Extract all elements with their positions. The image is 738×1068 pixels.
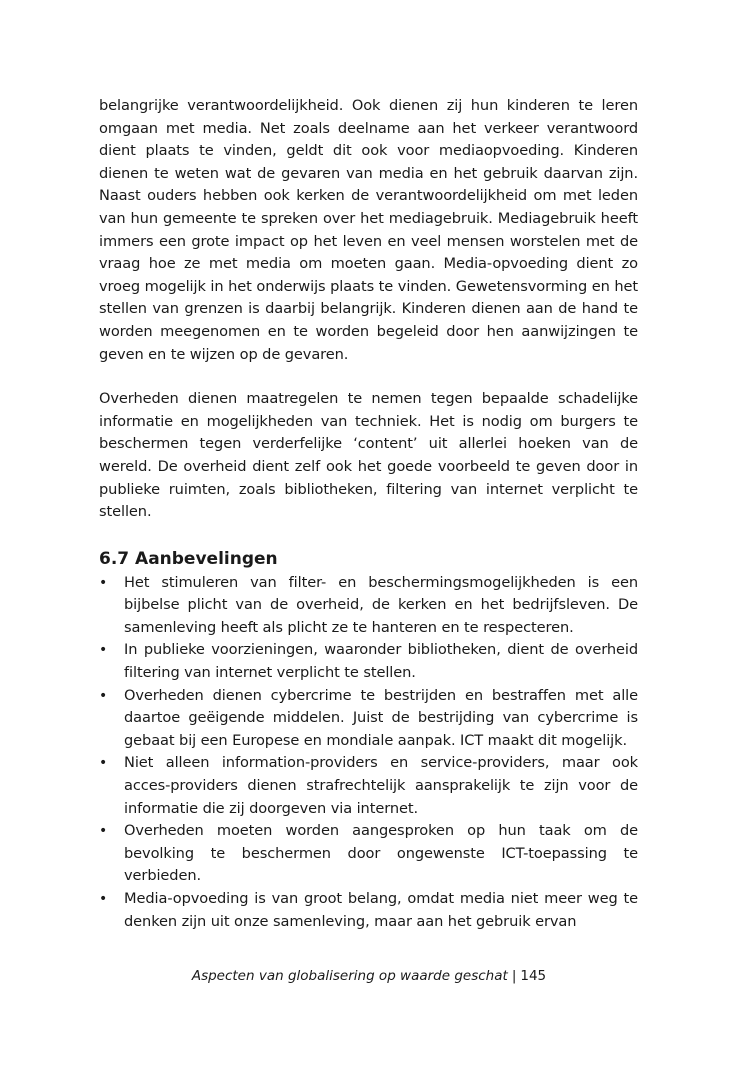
recommendations-list <box>99 572 638 934</box>
bullet-icon: • <box>99 687 108 704</box>
footer-separator: | <box>511 968 517 984</box>
list-item-text: Het stimuleren van filter- en beschermingsmogelijkheden is een bijbelse plicht van de overheid, de kerken en het bedrijfsleven. De samenleving heeft als plicht ze te hanteren en te respecteren. <box>124 573 638 636</box>
list-item-text: Overheden dienen cybercrime te bestrijden en bestraffen met alle daartoe geëigende middelen. Juist de bestrijding van cybercrime is gebaat bij een Europese en mondiale aanpak. ICT maakt dit mogelijk. <box>124 686 638 749</box>
list-item <box>99 888 638 933</box>
list-item <box>99 820 638 888</box>
body-paragraph: Overheden dienen maatregelen te nemen tegen bepaalde schadelijke informatie en mogelijkheden van techniek. Het is nodig om burgers te beschermen tegen verderfelijke ‘content’ uit allerlei hoeken van de wereld. De overheid dient zelf ook het goede voorbeeld te geven door in publieke ruimten, zoals bibliotheken, filtering van internet verplicht te stellen. <box>99 390 638 521</box>
body-paragraph: belangrijke verantwoordelijkheid. Ook dienen zij hun kinderen te leren omgaan met media. Net zoals deelname aan het verkeer verantwoord dient plaats te vinden, geldt dit ook voor mediaopvoeding. Kinderen dienen te weten wat de gevaren van media en het gebruik daarvan zijn. Naast ouders hebben ook kerken de verantwoordelijkheid om met leden van hun gemeente te spreken over het mediagebruik. Mediagebruik heeft immers een grote impact op het leven en veel mensen worstelen met de vraag hoe ze met media om moeten gaan. Media-opvoeding dient zo vroeg mogelijk in het onderwijs plaats te vinden. Gewetensvorming en het stellen van grenzen is daarbij belangrijk. Kinderen dienen aan de hand te worden meegenomen en te worden begeleid door hen aanwijzingen te geven en te wijzen op de gevaren. <box>99 97 638 363</box>
page-number: 145 <box>520 968 547 984</box>
list-item-text: Overheden moeten worden aangesproken op hun taak om de bevolking te beschermen door ongewenste ICT-toepassing te verbieden. <box>124 822 638 885</box>
list-item-text: Media-opvoeding is van groot belang, omdat media niet meer weg te denken zijn uit onze samenleving, maar aan het gebruik ervan <box>124 890 638 930</box>
bullet-icon: • <box>99 574 108 591</box>
bullet-icon: • <box>99 642 108 659</box>
bullet-icon: • <box>99 755 108 772</box>
bullet-icon: • <box>99 823 108 840</box>
list-item-text: Niet alleen information-providers en service-providers, maar ook acces-providers dienen strafrechtelijk aansprakelijk te zijn voor de informatie die zij doorgeven via internet. <box>124 754 638 817</box>
bullet-icon: • <box>99 891 108 907</box>
list-item <box>99 572 638 640</box>
list-item-text: In publieke voorzieningen, waaronder bibliotheken, dient de overheid filtering van internet verplicht te stellen. <box>124 641 638 682</box>
section-heading: 6.7 Aanbevelingen <box>99 548 278 569</box>
footer-book-title: Aspecten van globalisering op waarde geschat <box>191 968 508 984</box>
page-body <box>99 95 638 933</box>
list-item <box>99 752 638 820</box>
list-item <box>99 685 638 753</box>
page-footer <box>0 966 738 986</box>
list-item <box>99 639 638 684</box>
